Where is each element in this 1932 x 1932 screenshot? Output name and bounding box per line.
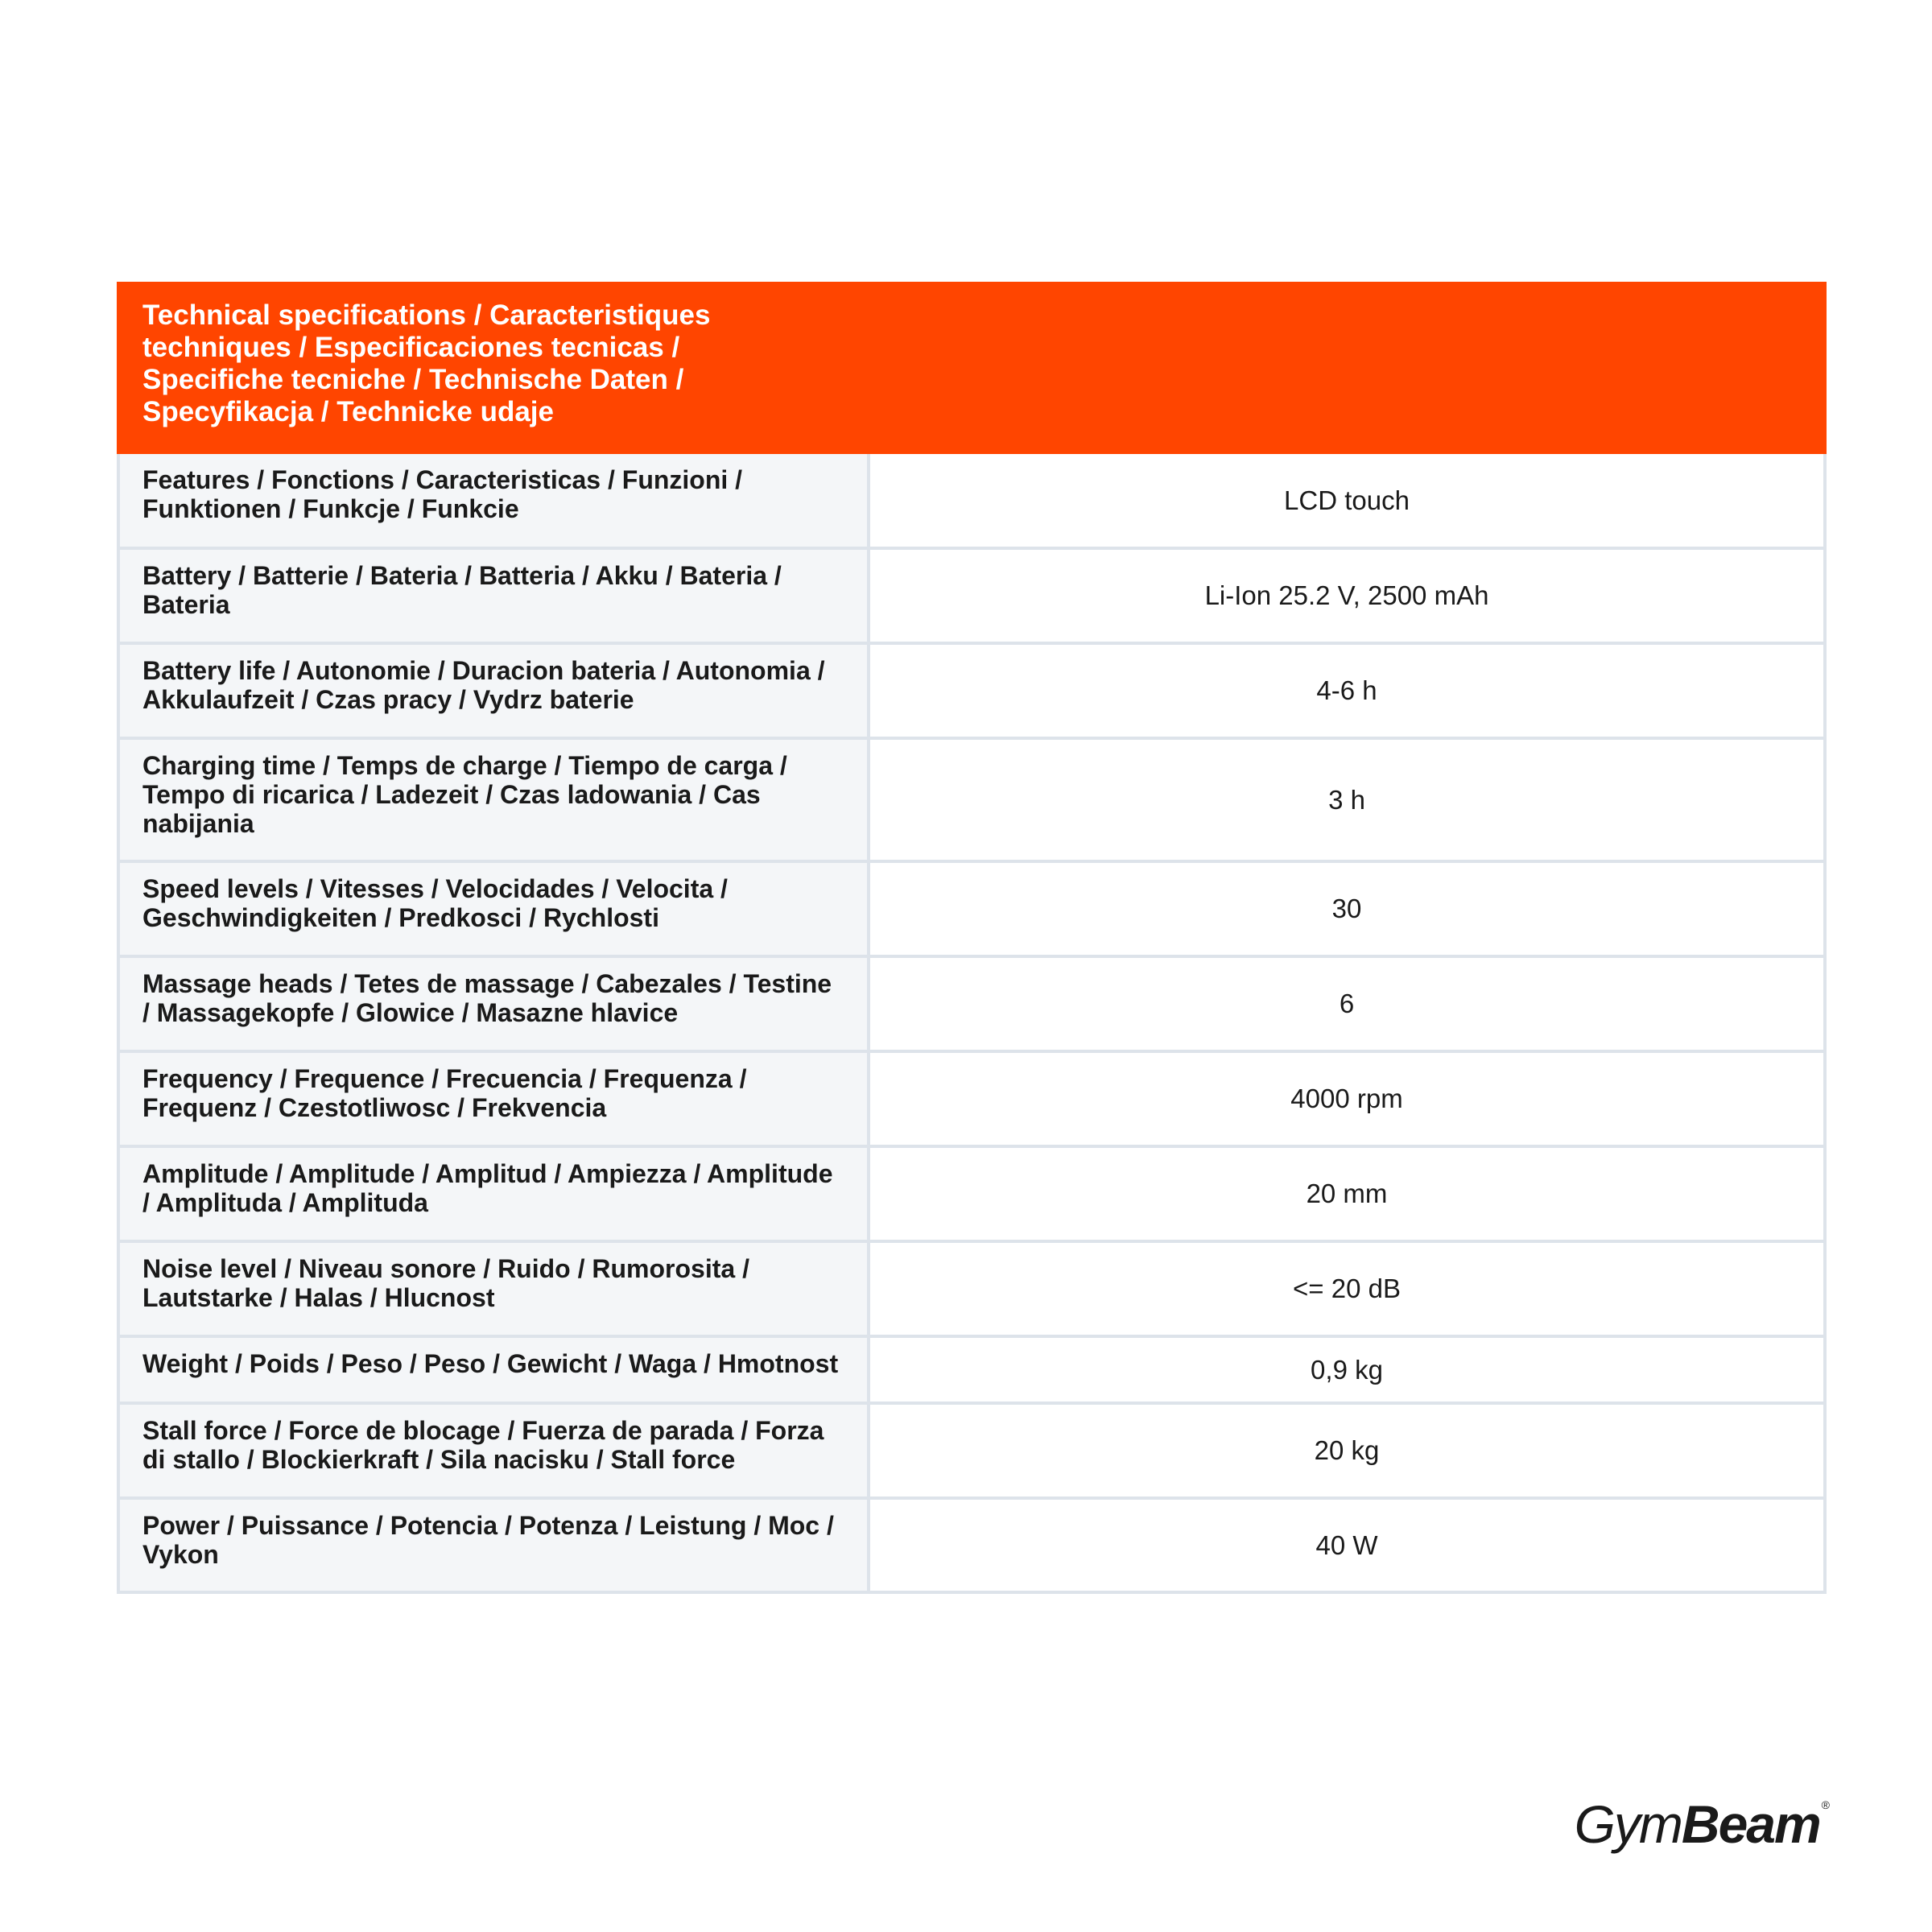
spec-row-noise-level [120, 1240, 1823, 1335]
spec-row-massage-heads [120, 955, 1823, 1050]
spec-label: Speed levels / Vitesses / Velocidades / Velocita / Geschwindigkeiten / Predkosci / Rychlosti [120, 863, 870, 955]
spec-table [117, 282, 1827, 1594]
spec-value: 4-6 h [870, 645, 1823, 737]
spec-label: Massage heads / Tetes de massage / Cabezales / Testine / Massagekopfe / Glowice / Masazne hlavice [120, 958, 870, 1050]
spec-value: LCD touch [870, 454, 1823, 547]
spec-row-stall-force [120, 1402, 1823, 1496]
spec-value: 6 [870, 958, 1823, 1050]
spec-row-battery-life [120, 642, 1823, 737]
spec-label: Battery life / Autonomie / Duracion bateria / Autonomia / Akkulaufzeit / Czas pracy / Vydrz baterie [120, 645, 870, 737]
spec-value: 4000 rpm [870, 1053, 1823, 1145]
gymbeam-logo [1575, 1794, 1827, 1855]
spec-row-features [120, 454, 1823, 547]
spec-row-weight [120, 1335, 1823, 1402]
spec-value: 0,9 kg [870, 1338, 1823, 1402]
spec-label: Stall force / Force de blocage / Fuerza de parada / Forza di stallo / Blockierkraft / Sila nacisku / Stall force [120, 1405, 870, 1496]
spec-value: Li-Ion 25.2 V, 2500 mAh [870, 550, 1823, 642]
spec-row-battery [120, 547, 1823, 642]
spec-value: 30 [870, 863, 1823, 955]
table-title: Technical specifications / Caracteristiques techniques / Especificaciones tecnicas / Specifiche tecniche / Technische Daten / Specyfikacja / Technicke udaje [142, 299, 711, 427]
spec-label: Noise level / Niveau sonore / Ruido / Rumorosita / Lautstarke / Halas / Hlucnost [120, 1243, 870, 1335]
spec-value: 40 W [870, 1500, 1823, 1591]
spec-label: Charging time / Temps de charge / Tiempo de carga / Tempo di ricarica / Ladezeit / Czas ladowania / Cas nabijania [120, 740, 870, 860]
spec-label: Power / Puissance / Potencia / Potenza / Leistung / Moc / Vykon [120, 1500, 870, 1591]
spec-rows [117, 454, 1827, 1594]
spec-row-power [120, 1496, 1823, 1591]
spec-label: Amplitude / Amplitude / Amplitud / Ampiezza / Amplitude / Amplituda / Amplituda [120, 1148, 870, 1240]
registered-mark: ® [1821, 1798, 1828, 1811]
spec-row-amplitude [120, 1145, 1823, 1240]
spec-row-charging-time [120, 737, 1823, 860]
spec-value: <= 20 dB [870, 1243, 1823, 1335]
spec-value: 20 kg [870, 1405, 1823, 1496]
spec-label: Battery / Batterie / Bateria / Batteria / Akku / Bateria / Bateria [120, 550, 870, 642]
table-header [117, 282, 1827, 454]
spec-label: Weight / Poids / Peso / Peso / Gewicht / Waga / Hmotnost [120, 1338, 870, 1402]
spec-row-speed-levels [120, 860, 1823, 955]
spec-label: Frequency / Frequence / Frecuencia / Frequenza / Frequenz / Czestotliwosc / Frekvencia [120, 1053, 870, 1145]
spec-label: Features / Fonctions / Caracteristicas / Funzioni / Funktionen / Funkcje / Funkcie [120, 454, 870, 547]
logo-text-gym: Gym [1574, 1794, 1682, 1854]
spec-value: 20 mm [870, 1148, 1823, 1240]
spec-row-frequency [120, 1050, 1823, 1145]
spec-value: 3 h [870, 740, 1823, 860]
logo-text-beam: Beam [1681, 1794, 1820, 1854]
